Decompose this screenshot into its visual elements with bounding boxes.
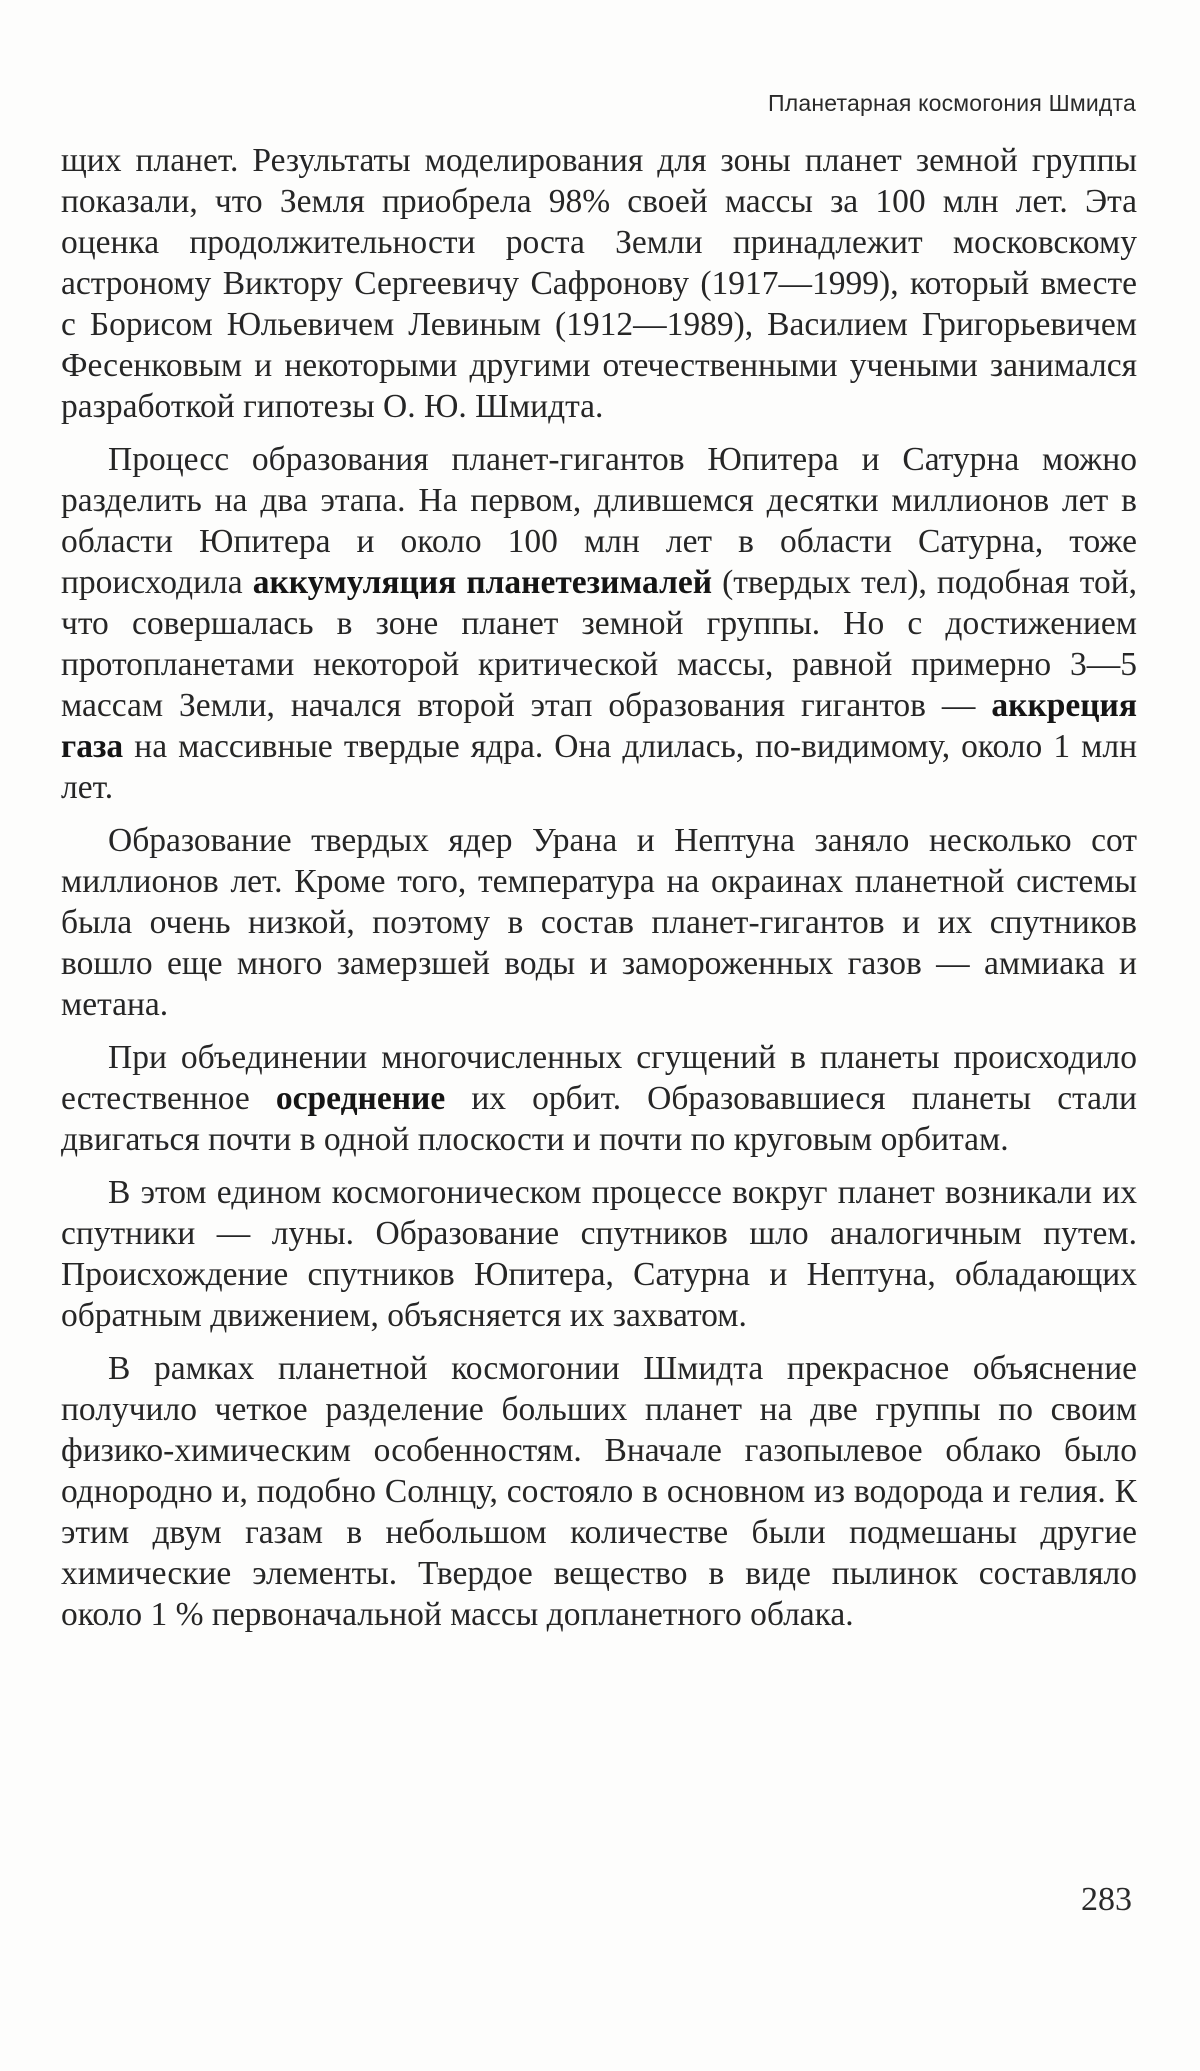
paragraph [61,140,1137,427]
text-run: на массивные твердые ядра. Она длилась, по-видимому, около 1 млн лет. [61,728,1137,806]
text-run: Образование твердых ядер Урана и Нептуна заняло несколько сот миллионов лет. Кроме того, температура на окраинах планетной системы была очень низкой, поэтому в состав планет-гигантов и их спутников вошло еще много замерзшей воды и замороженных газов — аммиака и метана. [61,822,1137,1023]
body-text [61,140,1137,1647]
paragraph [61,1172,1137,1336]
bold-term: аккреция газа [61,687,1137,765]
running-header: Планетарная космогония Шмидта [768,90,1136,116]
paragraph [61,439,1137,808]
text-run: В рамках планетной космогонии Шмидта прекрасное объяснение получило четкое разделение больших планет на две группы по своим физико-химическим особенностям. Вначале газопылевое облако было однородно и, подобно Солнцу, состояло в основном из водорода и гелия. К этим двум газам в небольшом количестве были подмешаны другие химические элементы. Твердое вещество в виде пылинок составляло около 1 % первоначальной массы допланетного облака. [61,1350,1137,1633]
paragraph [61,1037,1137,1160]
paragraph [61,820,1137,1025]
text-run: щих планет. Результаты моделирования для зоны планет земной группы показали, что Земля приобрела 98% своей массы за 100 млн лет. Эта оценка продолжительности роста Земли принадлежит московскому астроному Виктору Сергеевичу Сафронову (1917—1999), который вместе с Борисом Юльевичем Левиным (1912—1989), Василием Григорьевичем Фесенковым и некоторыми другими отечественными учеными занимался разработкой гипотезы О. Ю. Шмидта. [61,142,1137,425]
text-run: При объединении многочисленных сгущений в планеты происходило естественное [61,1039,1137,1117]
text-run: их орбит. Образовавшиеся планеты стали двигаться почти в одной плоскости и почти по круговым орбитам. [61,1080,1137,1158]
text-run: (твердых тел), подобная той, что совершалась в зоне планет земной группы. Но с достижением протопланетами некоторой критической массы, равной примерно 3—5 массам Земли, начался второй этап образования гигантов — [61,564,1137,724]
bold-term: осреднение [275,1080,446,1117]
text-run: Процесс образования планет-гигантов Юпитера и Сатурна можно разделить на два этапа. На первом, длившемся десятки миллионов лет в области Юпитера и около 100 млн лет в области Сатурна, тоже происходила [61,441,1137,601]
text-run: В этом едином космогоническом процессе вокруг планет возникали их спутники — луны. Образование спутников шло аналогичным путем. Происхождение спутников Юпитера, Сатурна и Нептуна, обладающих обратным движением, объясняется их захватом. [61,1174,1137,1334]
page-number: 283 [1081,1881,1132,1918]
paragraph [61,1348,1137,1635]
bold-term: аккумуляция планетезималей [252,564,713,601]
